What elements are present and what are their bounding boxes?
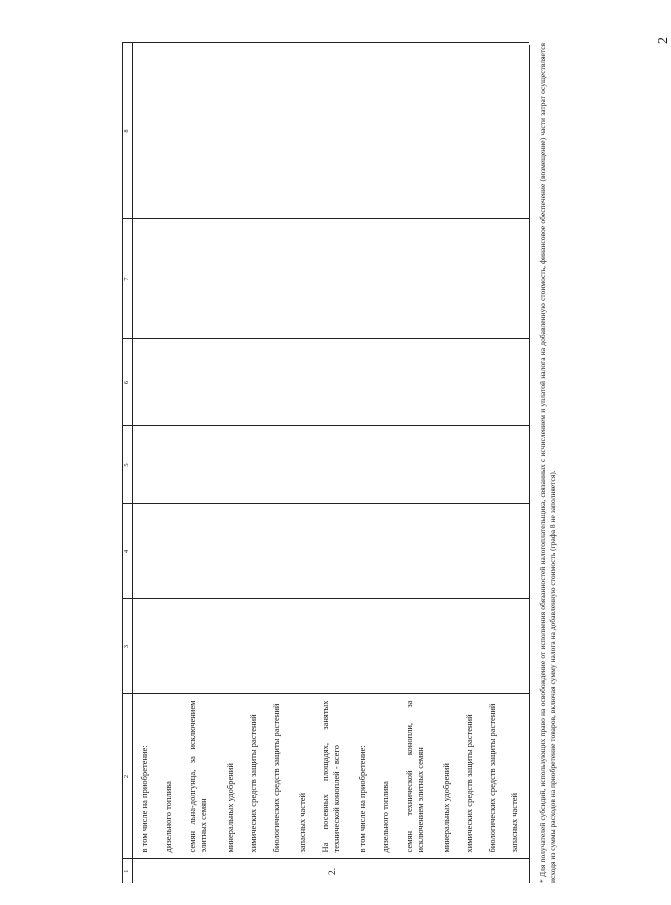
- data-cell: [187, 426, 225, 504]
- data-cell: [464, 339, 487, 426]
- row-number: [357, 860, 365, 884]
- row-name-cell: [163, 694, 187, 859]
- row-name: химических средств защиты растений: [464, 714, 474, 853]
- column-number-4: 4: [123, 504, 133, 599]
- data-cell: [320, 599, 357, 694]
- data-cell: [380, 426, 404, 504]
- data-cell: [464, 219, 487, 339]
- row-number-cell: [225, 859, 248, 883]
- row-name: биологических средств защиты растений: [487, 703, 497, 853]
- data-cell: [487, 219, 509, 339]
- data-cell: [487, 426, 509, 504]
- row-number: [380, 860, 388, 884]
- column-number-row: [123, 43, 133, 883]
- data-cell: [225, 599, 248, 694]
- column-number-6: 6: [123, 339, 133, 426]
- data-cell: [404, 426, 441, 504]
- data-cell: [163, 426, 187, 504]
- row-number: [248, 860, 256, 884]
- row-name-cell: [225, 694, 248, 859]
- row-number: [509, 860, 517, 884]
- data-cell: [225, 219, 248, 339]
- table-row: [464, 43, 487, 883]
- row-number-cell: [248, 859, 271, 883]
- data-cell: [357, 426, 380, 504]
- row-name: семян льна-долгунца, за исключением элитных семян: [187, 700, 208, 853]
- table-row: [271, 43, 297, 883]
- data-cell: [320, 43, 357, 219]
- page-number: 2: [656, 37, 671, 44]
- row-number: [225, 860, 233, 884]
- row-name: в том числе на приобретение:: [139, 745, 149, 853]
- data-cell: [163, 599, 187, 694]
- data-cell: [297, 504, 320, 599]
- row-name-cell: [133, 694, 164, 859]
- row-name-cell: [487, 694, 509, 859]
- row-number-cell: [163, 859, 187, 883]
- data-cell: [225, 339, 248, 426]
- row-number-cell: [133, 859, 164, 883]
- data-cell: [133, 43, 164, 219]
- data-cell: [357, 339, 380, 426]
- data-cell: [297, 426, 320, 504]
- row-number: 2.: [328, 867, 338, 875]
- data-cell: [248, 599, 271, 694]
- data-cell: [163, 339, 187, 426]
- data-cell: [509, 339, 529, 426]
- data-cell: [320, 219, 357, 339]
- data-cell: [187, 43, 225, 219]
- table-row: [320, 43, 357, 883]
- row-name: минеральных удобрений: [441, 763, 451, 853]
- data-cell: [271, 426, 297, 504]
- row-number-cell: [509, 859, 529, 883]
- data-cell: [320, 504, 357, 599]
- data-cell: [163, 504, 187, 599]
- data-cell: [297, 43, 320, 219]
- row-name: дизельного топлива: [163, 781, 173, 853]
- data-cell: [509, 219, 529, 339]
- footnote: [538, 43, 558, 883]
- row-name: дизельного топлива: [380, 781, 390, 853]
- data-cell: [225, 43, 248, 219]
- row-name-cell: [464, 694, 487, 859]
- data-cell: [163, 219, 187, 339]
- row-name-cell: [380, 694, 404, 859]
- table-row: [187, 43, 225, 883]
- data-cell: [187, 219, 225, 339]
- table-row: [297, 43, 320, 883]
- data-cell: [380, 219, 404, 339]
- data-cell: [271, 599, 297, 694]
- data-cell: [133, 504, 164, 599]
- data-cell: [441, 339, 464, 426]
- data-cell: [133, 219, 164, 339]
- data-cell: [509, 599, 529, 694]
- data-cell: [464, 504, 487, 599]
- data-cell: [248, 43, 271, 219]
- data-cell: [357, 504, 380, 599]
- data-cell: [133, 599, 164, 694]
- data-cell: [271, 219, 297, 339]
- row-number: [187, 860, 195, 884]
- footnote-mark: *: [538, 879, 547, 883]
- data-cell: [271, 43, 297, 219]
- data-cell: [487, 504, 509, 599]
- row-number-cell: [404, 859, 441, 883]
- row-number-cell: [320, 859, 357, 883]
- column-number-1: 1: [123, 859, 133, 883]
- row-number: [271, 860, 279, 884]
- data-cell: [248, 426, 271, 504]
- data-cell: [441, 599, 464, 694]
- data-cell: [297, 599, 320, 694]
- data-cell: [297, 219, 320, 339]
- data-cell: [357, 43, 380, 219]
- row-number-cell: [380, 859, 404, 883]
- row-number-cell: [187, 859, 225, 883]
- data-cell: [441, 426, 464, 504]
- footnote-divider: [529, 45, 530, 883]
- table-row: [380, 43, 404, 883]
- data-cell: [487, 599, 509, 694]
- row-number: [441, 860, 449, 884]
- row-name-cell: [187, 694, 225, 859]
- table-row: [487, 43, 509, 883]
- data-cell: [380, 504, 404, 599]
- row-number: [404, 860, 412, 884]
- data-cell: [441, 219, 464, 339]
- row-name-cell: [320, 694, 357, 859]
- data-cell: [464, 43, 487, 219]
- row-name-cell: [441, 694, 464, 859]
- subsidy-table: [122, 43, 529, 884]
- data-cell: [320, 339, 357, 426]
- data-cell: [487, 339, 509, 426]
- table-row: [225, 43, 248, 883]
- data-cell: [225, 426, 248, 504]
- table-row: [404, 43, 441, 883]
- data-cell: [187, 339, 225, 426]
- row-number: [133, 860, 141, 884]
- data-cell: [248, 219, 271, 339]
- data-cell: [509, 426, 529, 504]
- row-name-cell: [357, 694, 380, 859]
- row-name: семян технической конопли, за исключением элитных семян: [404, 700, 425, 853]
- row-name-cell: [248, 694, 271, 859]
- data-cell: [163, 43, 187, 219]
- data-cell: [404, 504, 441, 599]
- table-row: [357, 43, 380, 883]
- row-name-cell: [297, 694, 320, 859]
- table-row: [509, 43, 529, 883]
- data-cell: [464, 426, 487, 504]
- row-name: биологических средств защиты растений: [271, 703, 281, 853]
- data-cell: [297, 339, 320, 426]
- row-number-cell: [271, 859, 297, 883]
- table-row: [163, 43, 187, 883]
- row-number: [163, 860, 171, 884]
- data-cell: [404, 599, 441, 694]
- data-cell: [133, 339, 164, 426]
- data-cell: [441, 504, 464, 599]
- table-row: [441, 43, 464, 883]
- data-cell: [380, 43, 404, 219]
- data-cell: [271, 504, 297, 599]
- row-name: минеральных удобрений: [225, 763, 235, 853]
- row-name-cell: [404, 694, 441, 859]
- row-name: запасных частей: [297, 792, 307, 853]
- row-name: запасных частей: [509, 792, 519, 853]
- column-number-2: 2: [123, 694, 133, 859]
- data-cell: [404, 339, 441, 426]
- data-cell: [320, 426, 357, 504]
- table-row: [133, 43, 164, 883]
- column-number-3: 3: [123, 599, 133, 694]
- row-number-cell: [357, 859, 380, 883]
- row-name-cell: [271, 694, 297, 859]
- rotated-page-content: [122, 43, 582, 883]
- data-cell: [187, 504, 225, 599]
- column-number-7: 7: [123, 219, 133, 339]
- data-cell: [187, 599, 225, 694]
- row-number-cell: [441, 859, 464, 883]
- data-cell: [509, 504, 529, 599]
- row-name: в том числе на приобретение:: [357, 745, 367, 853]
- data-cell: [404, 43, 441, 219]
- data-cell: [380, 339, 404, 426]
- row-name: На посевных площадях, занятых технической коноплей - всего: [320, 700, 341, 853]
- data-cell: [380, 599, 404, 694]
- row-number: [487, 860, 495, 884]
- data-cell: [271, 339, 297, 426]
- column-number-8: 8: [123, 43, 133, 219]
- data-cell: [464, 599, 487, 694]
- footnote-text: Для получателей субсидий, использующих право на освобождение от исполнения обязанностей налогоплательщика, связанных с исчислением и уплатой налога на добавленную стоимость, финансовое обеспечение (возмещение) части затрат осуществляется исходя из суммы расходов на приобретение товаров, включая сумму налога на добавленную стоимость (графа 8 не заполняется).: [538, 42, 557, 883]
- table-row: [248, 43, 271, 883]
- row-number: [297, 860, 305, 884]
- data-cell: [441, 43, 464, 219]
- row-name-cell: [509, 694, 529, 859]
- data-cell: [248, 504, 271, 599]
- data-cell: [133, 426, 164, 504]
- row-number: [464, 860, 472, 884]
- data-cell: [487, 43, 509, 219]
- data-cell: [357, 599, 380, 694]
- data-cell: [404, 219, 441, 339]
- row-number-cell: [464, 859, 487, 883]
- column-number-5: 5: [123, 426, 133, 504]
- data-cell: [509, 43, 529, 219]
- data-cell: [248, 339, 271, 426]
- row-number-cell: [487, 859, 509, 883]
- data-cell: [357, 219, 380, 339]
- row-name: химических средств защиты растений: [248, 714, 258, 853]
- row-number-cell: [297, 859, 320, 883]
- data-cell: [225, 504, 248, 599]
